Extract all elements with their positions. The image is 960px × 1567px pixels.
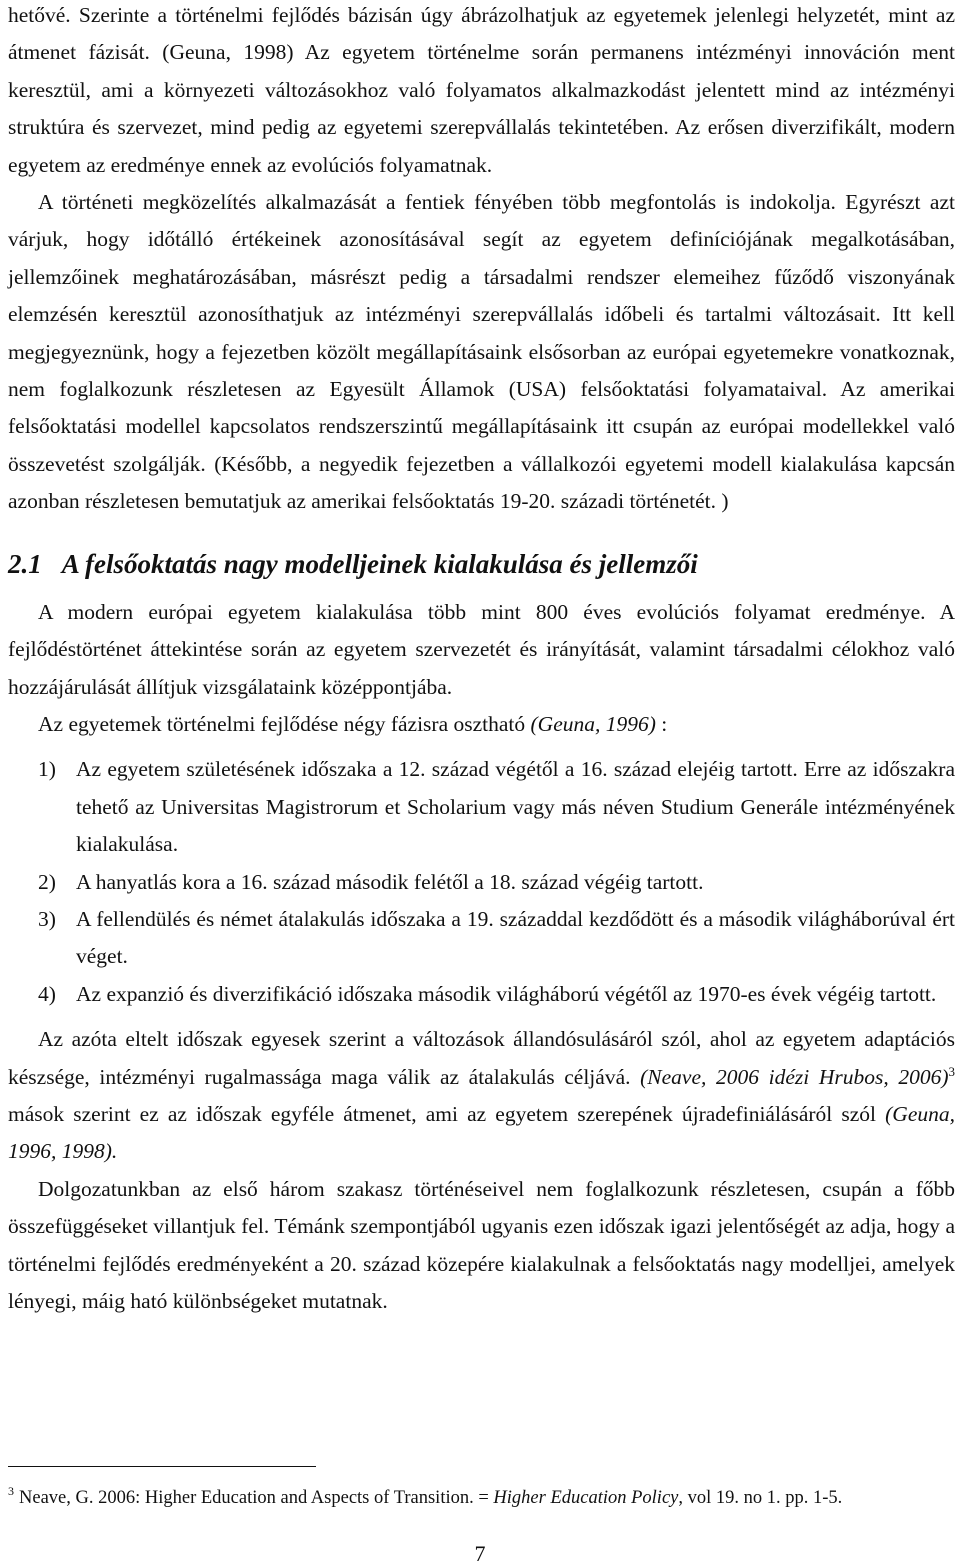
paragraph-four-phases: [8, 706, 955, 743]
list-item-text: Az expanzió és diverzifikáció időszaka második világháború végétől az 1970-es évek végéig tartott.: [76, 981, 937, 1006]
list-item-text: Az egyetem születésének időszaka a 12. század végétől a 16. század elejéig tartott. Erre az időszakra tehető az Universitas Magistrorum et Scholarium vagy más néven Studium Generále intézményének kialakulása.: [76, 757, 955, 857]
list-item: [8, 751, 955, 863]
section-title: A felsőoktatás nagy modelljeinek kialakulása és jellemzői: [61, 548, 698, 579]
list-item-text: A hanyatlás kora a 16. század második felétől a 18. század végéig tartott.: [76, 869, 704, 894]
list-item: [8, 976, 955, 1013]
footnote: [8, 1486, 842, 1510]
paragraph-text: A modern európai egyetem kialakulása több mint 800 éves evolúciós folyamat eredménye. A fejlődéstörténet áttekintése során az egyetem szervezetét és irányítását, valamint társadalmi célokhoz való hozzájárulását állítjuk vizsgálataink középpontjába.: [8, 599, 955, 699]
paragraph-modern-university: [8, 594, 955, 706]
paragraph-text: :: [655, 711, 668, 736]
page-number: 7: [474, 1541, 486, 1566]
footnote-text: , vol 19. no 1. pp. 1-5.: [678, 1488, 843, 1508]
paragraph-since-then: [8, 1021, 955, 1171]
citation: (Neave, 2006 idézi Hrubos, 2006): [640, 1064, 949, 1089]
list-marker: 2): [38, 869, 56, 894]
citation: (Geuna, 1996): [530, 711, 656, 736]
list-item-text: A fellendülés és német átalakulás időszaka a 19. századdal kezdődött és a második világháborúval ért véget.: [76, 906, 955, 969]
paragraph-continued: [8, 0, 955, 184]
paragraph-dissertation-scope: [8, 1171, 955, 1321]
list-marker: 4): [38, 981, 56, 1006]
section-number: 2.1: [8, 548, 42, 579]
section-heading: [8, 548, 955, 580]
phase-list: [8, 751, 955, 1013]
citation: (Geuna, 1996, 1998).: [8, 1101, 955, 1164]
list-item: [8, 864, 955, 901]
footnote-text: Neave, G. 2006: Higher Education and Aspects of Transition. =: [19, 1488, 494, 1508]
paragraph-text: hetővé. Szerinte a történelmi fejlődés bázisán úgy ábrázolhatjuk az egyetemek jelenlegi helyzetét, mint az átmenet fázisát. (Geuna, 1998) Az egyetem történelme során permanens intézményi innováción ment keresztül, ami a környezeti változásokhoz való folyamatos alkalmazkodást jelentett mind az intézményi struktúra és szervezet, mind pedig az egyetemi szerepvállalás tekintetében. Az erősen diverzifikált, modern egyetem az eredménye ennek az evolúciós folyamatnak.: [8, 3, 955, 177]
footnote-separator: [8, 1466, 316, 1467]
list-marker: 1): [38, 757, 56, 782]
paragraph-text: Dolgozatunkban az első három szakasz történéseivel nem foglalkozunk részletesen, csupán a főbb összefüggéseket villantjuk fel. Témánk szempontjából ugyanis ezen időszak igazi jelentőségét az adja, hogy a történelmi fejlődés eredményeként a 20. század közepére kialakulnak a felsőoktatás nagy modelljei, amelyek lényegi, máig ható különbségeket mutatnak.: [8, 1176, 955, 1313]
list-item: [8, 901, 955, 976]
footnote-mark: 3: [8, 1484, 14, 1498]
paragraph-text: Az egyetemek történelmi fejlődése négy fázisra osztható: [38, 711, 531, 736]
list-marker: 3): [38, 906, 56, 931]
paragraph-text: Az azóta eltelt időszak egyesek szerint a változások állandósulásáról szól, ahol az egyetem adaptációs készsége, intézményi rugalmassága maga válik az átalakulás céljává.: [8, 1027, 955, 1089]
page-body: [8, 0, 955, 1320]
paragraph-text: A történeti megközelítés alkalmazását a fentiek fényében több megfontolás is indokolja. Egyrészt azt várjuk, hogy időtálló értékeinek azonosításával segít az egyetem definíciójának megalkotásában, jellemzőinek meghatározásában, másrészt pedig a társadalmi rendszer elemeihez fűződő viszonyának elemzésén keresztül azonosíthatjuk az intézményi szerepvállalás időbeli és tartalmi változásait. Itt kell megjegyeznünk, hogy a fejezetben közölt megállapításaink elsősorban az európai egyetemekre vonatkoznak, nem foglalkozunk részletesen az Egyesült Államok (USA) felsőoktatási folyamataival. Az amerikai felsőoktatási modellel kapcsolatos rendszerszintű megállapításaink itt csupán az európai modellekkel való összevetést szolgálják. (Később, a negyedik fejezetben a vállalkozói egyetemi modell kialakulása kapcsán azonban részletesen bemutatjuk az amerikai felsőoktatás 19-20. századi történetét. ): [8, 190, 955, 514]
footnote-reference[interactable]: 3: [948, 1063, 955, 1079]
paragraph-historical-approach: [8, 184, 955, 521]
footnote-journal: Higher Education Policy: [493, 1488, 679, 1508]
paragraph-text: mások szerint ez az időszak egyféle átmenet, ami az egyetem szerepének újradefiniálásáról szól: [8, 1101, 886, 1126]
